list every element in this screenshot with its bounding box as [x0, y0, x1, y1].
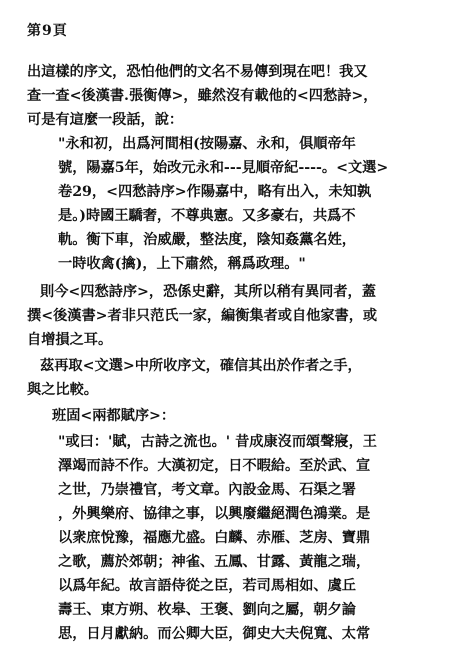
quote-1-line: 軌。衡下車，治威嚴，整法度，陰知姦黨名姓，: [58, 232, 356, 248]
paragraph-2-line: 撰<後漢書>者非只范氏一家，編衡集者或自他家書，或: [27, 308, 378, 324]
paragraph-2-line: 則今<四愁詩序>，恐係史辭，其所以稍有異同者，蓋: [40, 284, 376, 300]
quote-1-line: 號，陽嘉5年，始改元永和---見順帝紀----。<文選>: [58, 160, 389, 176]
quote-1-line: "永和初，出爲河間相(按陽嘉、永和，俱順帝年: [58, 136, 356, 152]
paragraph-3-line: 茲再取<文選>中所收序文，確信其出於作者之手，: [40, 358, 362, 374]
quote-2-line: 之歌，薦於郊朝；神雀、五鳳、甘露、黃龍之瑞，: [58, 554, 371, 570]
quote-2-line: 以爲年紀。故言語侍從之臣，若司馬相如、虞丘: [58, 578, 356, 594]
paragraph-1-line: 出這樣的序文，恐怕他們的文名不易傳到現在吧！我又: [27, 64, 368, 80]
quote-1-line: 卷29，<四愁詩序>作陽嘉中，略有出入，未知孰: [58, 184, 372, 200]
quote-1-line: 是。)時國王驕奢，不尊典憲。又多豪右，共爲不: [58, 208, 356, 224]
citation-heading: 班固<兩都賦序>：: [52, 408, 176, 424]
quote-2-line: 澤竭而詩不作。大漢初定，日不暇給。至於武、宣: [58, 458, 371, 474]
quote-2-line: 以衆庶悅豫，福應尤盛。白麟、赤雁、芝房、寶鼎: [58, 530, 371, 546]
quote-2-line: "或曰：'賦，古詩之流也。' 昔成康沒而頌聲寢，王: [58, 434, 377, 450]
quote-2-line: 思，日月獻納。而公卿大臣，御史大夫倪寬、太常: [58, 626, 371, 642]
paragraph-1-line: 查一查<後漢書.張衡傳>，雖然沒有載他的<四愁詩>，: [27, 88, 378, 104]
quote-2-line: 壽王、東方朔、枚皋、王褒、劉向之屬，朝夕論: [58, 602, 356, 618]
quote-2-line: 之世，乃崇禮官，考文章。內設金馬、石渠之署: [58, 482, 356, 498]
quote-1-line: 一時收禽(擒)，上下肅然，稱爲政理。": [58, 256, 306, 272]
paragraph-1-line: 可是有這麼一段話，說：: [27, 112, 184, 128]
quote-2-line: ，外興樂府、協律之事，以興廢繼絕潤色鴻業。是: [58, 506, 371, 522]
paragraph-2-line: 自增損之耳。: [27, 332, 113, 348]
paragraph-3-line: 與之比較。: [27, 382, 98, 398]
page-number: 第9頁: [27, 23, 68, 39]
